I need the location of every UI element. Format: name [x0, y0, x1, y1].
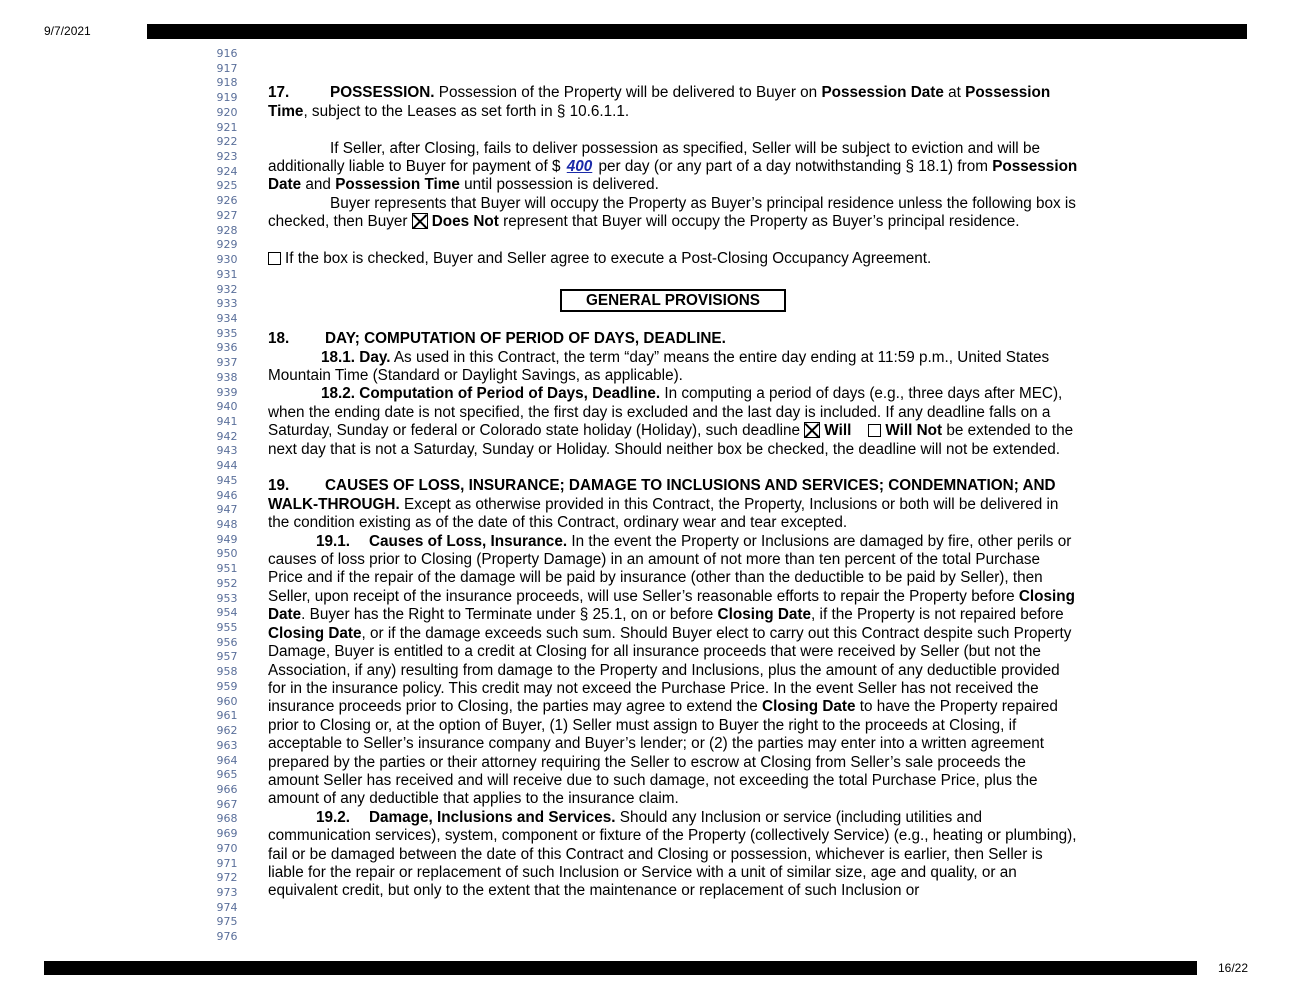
section-18-1: 18.1. Day. As used in this Contract, the term “day” means the entire day ending at 11:59 p.m., United States Mountain Time (Standard or Daylight Savings, as applicable). — [268, 348, 1050, 385]
section-17-heading: 17. POSSESSION. Possession of the Property will be delivered to Buyer on Possession Date at Possession Time, subject to the Leases as set forth in § 10.6.1.1. — [268, 84, 1051, 120]
section-18-2: 18.2. Computation of Period of Days, Deadline. In computing a period of days (e.g., three days after MEC), when the ending date is not specified, the first day is excluded and the last day is included. If any deadline falls on a Saturday, Sunday or federal or Colorado state holiday (Holiday), such deadline Will Will Not be extended to the next day that is not a Saturday, Sunday or Holiday. Should neither box be checked, the deadline will not be extended. — [268, 385, 1074, 458]
line-number: 958 — [216, 665, 238, 679]
line-number: 921 — [216, 120, 238, 134]
line-number: 919 — [216, 91, 238, 105]
line-number: 960 — [216, 694, 238, 708]
line-number: 929 — [216, 238, 238, 252]
residence-paragraph: Buyer represents that Buyer will occupy the Property as Buyer’s principal residence unless the following box is checked, then Buyer Does Not represent that Buyer will occupy the Property as Buyer’s principal residence. — [268, 194, 1076, 231]
general-provisions-heading-wrap — [268, 287, 1078, 312]
does-not-occupy-checkbox[interactable] — [412, 213, 428, 229]
line-number: 975 — [216, 915, 238, 929]
line-number: 917 — [216, 61, 238, 75]
line-number: 942 — [216, 429, 238, 443]
line-number: 924 — [216, 164, 238, 178]
line-number: 969 — [216, 827, 238, 841]
line-number: 949 — [216, 532, 238, 546]
line-number: 916 — [216, 47, 238, 60]
print-date: 9/7/2021 — [44, 24, 91, 38]
line-numbers — [210, 47, 244, 945]
line-number: 943 — [216, 444, 238, 458]
section-19-2: 19.2. Damage, Inclusions and Services. Should any Inclusion or service (including utilities and communication services), system, component or fixture of the Property (collectively Service) (e.g., heating or plumbing), fail or be damaged between the date of this Contract and Closing or possession, whichever is earlier, then Seller is liable for the repair or replacement of such Inclusion or Service with a unit of similar size, age and quality, or an equivalent credit, but only to the extent that the maintenance or replacement of such Inclusion or — [268, 808, 1077, 900]
deadline-will-checkbox[interactable] — [804, 422, 820, 438]
section-19-heading: 19. CAUSES OF LOSS, INSURANCE; DAMAGE TO INCLUSIONS AND SERVICES; CONDEMNATION; AND WALK-THROUGH. Except as otherwise provided in this Contract, the Property, Inclusions or both will be delivered in the condition existing as of the date of this Contract, ordinary wear and tear excepted. — [268, 477, 1059, 532]
line-number: 974 — [216, 900, 238, 914]
line-number: 933 — [216, 297, 238, 311]
line-number: 966 — [216, 782, 238, 796]
line-number: 976 — [216, 930, 238, 944]
header-bar — [147, 24, 1247, 39]
line-number: 952 — [216, 576, 238, 590]
line-number: 928 — [216, 223, 238, 237]
line-number: 937 — [216, 356, 238, 370]
document-body — [268, 66, 1078, 901]
line-number: 959 — [216, 679, 238, 693]
line-number: 973 — [216, 885, 238, 899]
line-number: 950 — [216, 547, 238, 561]
line-number: 948 — [216, 518, 238, 531]
line-number: 972 — [216, 871, 238, 885]
line-number: 931 — [216, 267, 238, 281]
line-number: 932 — [216, 282, 238, 296]
line-number: 967 — [216, 797, 238, 811]
line-number: 947 — [216, 503, 238, 517]
line-number: 951 — [216, 562, 238, 576]
line-number: 920 — [216, 105, 238, 119]
page-number: 16/22 — [1218, 961, 1249, 975]
general-provisions-heading: GENERAL PROVISIONS — [560, 289, 786, 312]
line-number: 918 — [216, 76, 238, 90]
line-number: 970 — [216, 841, 238, 855]
line-number: 927 — [216, 208, 238, 222]
line-number: 961 — [216, 709, 238, 723]
line-number: 926 — [216, 194, 238, 208]
line-number: 925 — [216, 179, 238, 193]
line-number: 930 — [216, 253, 238, 267]
line-number: 965 — [216, 768, 238, 782]
line-number: 946 — [216, 488, 238, 502]
line-number: 953 — [216, 591, 238, 605]
section-19-1: 19.1. Causes of Loss, Insurance. In the event the Property or Inclusions are damaged by fire, other perils or causes of loss prior to Closing (Property Damage) in an amount of not more than ten percent of the total Purchase Price and if the repair of the damage will be paid by insurance (other than the deductible to be paid by Seller), then Seller, upon receipt of the insurance proceeds, will use Seller’s reasonable efforts to repair the Property before Closing Date. Buyer has the Right to Terminate under § 25.1, on or before Closing Date, if the Property is not repaired before Closing Date, or if the damage exceeds such sum. Should Buyer elect to carry out this Contract despite such Property Damage, Buyer is entitled to a credit at Closing for all insurance proceeds that were received by Seller (but not the Association, if any) resulting from damage to the Property and Inclusions, plus the amount of any deductible provided for in the insurance policy. This credit may not exceed the Purchase Price. In the event Seller has not received the insurance proceeds prior to Closing, the parties may agree to extend the Closing Date to have the Property repaired prior to Closing or, at the option of Buyer, (1) Seller must assign to Buyer the right to the proceeds at Closing, if acceptable to Seller’s insurance company and Buyer’s lender; or (2) the parties may enter into a written agreement prepared by the parties or their attorney requiring the Seller to escrow at Closing from Seller’s sale proceeds the amount Seller has received and will receive due to such damage, not exceeding the total Purchase Price, plus the amount of any deductible that applies to the insurance claim. — [268, 532, 1075, 808]
line-number: 934 — [216, 311, 238, 325]
footer-bar — [44, 961, 1197, 975]
line-number: 956 — [216, 635, 238, 649]
line-number: 955 — [216, 621, 238, 635]
line-number: 945 — [216, 473, 238, 487]
line-number: 957 — [216, 650, 238, 664]
holdover-paragraph: If Seller, after Closing, fails to deliver possession as specified, Seller will be subject to eviction and will be additionally liable to Buyer for payment of $ 400 per day (or any part of a day notwithstanding § 18.1) from Possession Date and Possession Time until possession is delivered. — [268, 139, 1078, 194]
line-number: 968 — [216, 812, 238, 826]
line-number: 962 — [216, 724, 238, 738]
deadline-will-not-checkbox[interactable] — [868, 424, 881, 437]
line-number: 936 — [216, 341, 238, 355]
line-number: 923 — [216, 150, 238, 164]
line-number: 941 — [216, 414, 238, 428]
line-number: 971 — [216, 856, 238, 870]
line-number: 963 — [216, 738, 238, 752]
line-number: 954 — [216, 606, 238, 620]
holdover-amount-field[interactable]: 400 — [566, 158, 593, 175]
line-number: 922 — [216, 135, 238, 149]
line-number: 944 — [216, 459, 238, 473]
line-number: 935 — [216, 326, 238, 340]
post-closing-paragraph: If the box is checked, Buyer and Seller agree to execute a Post-Closing Occupancy Agreement. — [268, 250, 1078, 268]
post-closing-occupancy-checkbox[interactable] — [268, 252, 281, 265]
line-number: 938 — [216, 370, 238, 384]
line-number: 939 — [216, 385, 238, 399]
line-number: 964 — [216, 753, 238, 767]
section-18-heading: 18. DAY; COMPUTATION OF PERIOD OF DAYS, DEADLINE. — [268, 330, 726, 348]
line-number: 940 — [216, 400, 238, 414]
